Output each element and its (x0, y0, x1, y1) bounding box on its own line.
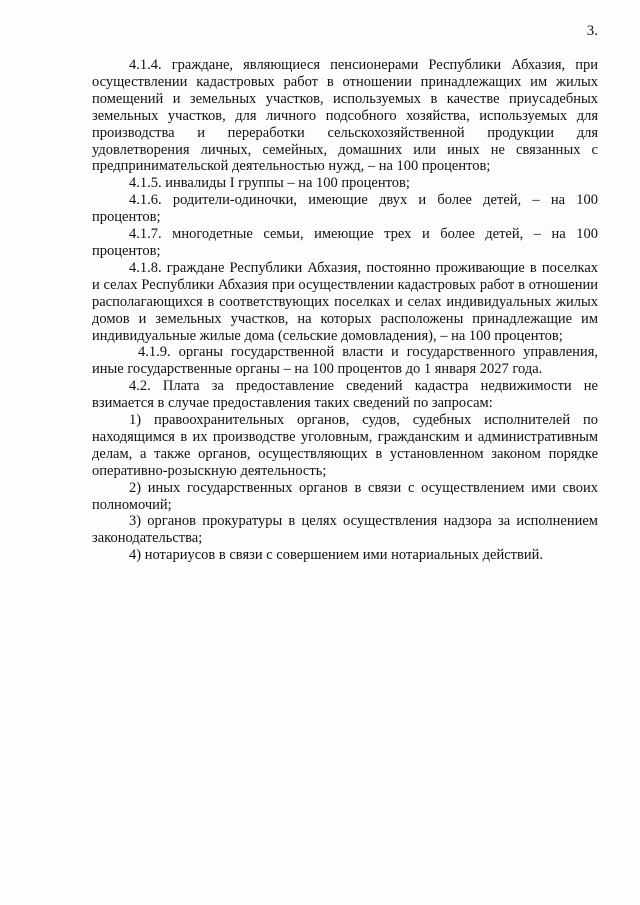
paragraph-4-1-9: 4.1.9. органы государственной власти и государственного управления, иные государственные органы – на 100 процентов до 1 января 2027 года. (92, 344, 598, 378)
paragraph-4-2: 4.2. Плата за предоставление сведений кадастра недвижимости не взимается в случае предоставления таких сведений по запросам: (92, 378, 598, 412)
list-item-3: 3) органов прокуратуры в целях осуществления надзора за исполнением законодательства; (92, 513, 598, 547)
paragraph-4-1-7: 4.1.7. многодетные семьи, имеющие трех и более детей, – на 100 процентов; (92, 226, 598, 259)
list-item-4: 4) нотариусов в связи с совершением ими нотариальных действий. (129, 547, 544, 564)
paragraph-4-1-5: 4.1.5. инвалиды I группы – на 100 процентов; (129, 175, 410, 192)
document-body (92, 57, 598, 564)
page-number: 3. (586, 23, 598, 39)
paragraph-4-1-4: 4.1.4. граждане, являющиеся пенсионерами Республики Абхазия, при осуществлении кадастровых работ в отношении принадлежащих им жилых помещений и земельных участков, используемых в качестве приусадебных земельных участков, для личного подсобного хозяйства, используемых для производства и переработки сельскохозяйственной продукции для удовлетворения личных, семейных, домашних или иных не связанных с предпринимательской деятельностью нужд, – на 100 процентов; (92, 57, 598, 175)
paragraph-4-1-8: 4.1.8. граждане Республики Абхазия, постоянно проживающие в поселках и селах Республики Абхазия при осуществлении кадастровых работ в отношении располагающихся в соответствующих поселках и селах индивидуальных жилых домов и земельных участков, на которых расположены принадлежащие им индивидуальные жилые дома (сельские домовладения), – на 100 процентов; (92, 259, 598, 344)
list-item-1: 1) правоохранительных органов, судов, судебных исполнителей по находящимся в их производстве уголовным, гражданским и административным делам, а также органов, осуществляющих в установленном законом порядке оперативно-розыскную деятельность; (92, 412, 598, 479)
paragraph-4-1-6: 4.1.6. родители-одиночки, имеющие двух и более детей, – на 100 процентов; (92, 192, 598, 226)
list-item-2: 2) иных государственных органов в связи с осуществлением ими своих полномочий; (92, 479, 598, 513)
